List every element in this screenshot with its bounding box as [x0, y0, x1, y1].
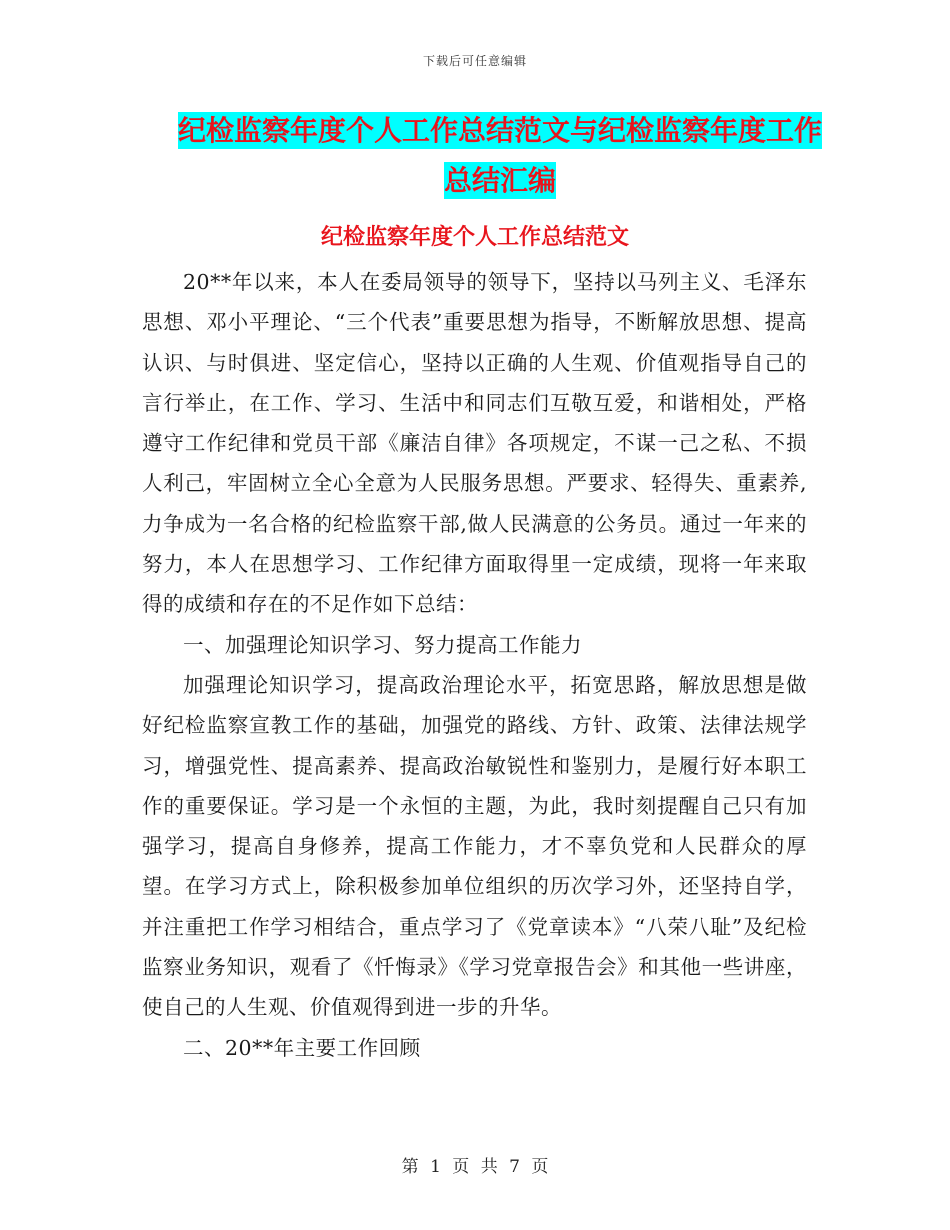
header-note: 下载后可任意编辑: [422, 54, 527, 68]
page-number: 第 1 页 共 7 页: [401, 1157, 549, 1177]
document-title-line2: 总结汇编: [443, 164, 556, 197]
document-title-line1: 纪检监察年度个人工作总结范文与纪检监察年度工作: [177, 114, 822, 147]
document-body: [142, 262, 807, 1068]
document-title: [120, 106, 880, 206]
paragraph-intro: 20**年以来，本人在委局领导的领导下，坚持以马列主义、毛泽东思想、邓小平理论、“三个代表”重要思想为指导，不断解放思想、提高认识、与时俱进、坚定信心，坚持以正确的人生观、价值观指导自己的言行举止，在工作、学习、生活中和同志们互敬互爱，和谐相处，严格遵守工作纪律和党员干部《廉洁自律》各项规定，不谋一己之私、不损人利己，牢固树立全心全意为人民服务思想。严要求、轻得失、重素养,力争成为一名合格的纪检监察干部,做人民满意的公务员。通过一年来的努力，本人在思想学习、工作纪律方面取得里一定成绩，现将一年来取得的成绩和存在的不足作如下总结：: [142, 270, 807, 617]
section-title: 纪检监察年度个人工作总结范文: [320, 225, 629, 250]
heading-section-1: 一、加强理论知识学习、努力提高工作能力: [183, 632, 582, 657]
paragraph-section-1: 加强理论知识学习，提高政治理论水平，拓宽思路，解放思想是做好纪检监察宣教工作的基础，加强党的路线、方针、政策、法律法规学习，增强党性、提高素养、提高政治敏锐性和鉴别力，是履行好本职工作的重要保证。学习是一个永恒的主题，为此，我时刻提醒自己只有加强学习，提高自身修养，提高工作能力，才不辜负党和人民群众的厚望。在学习方式上，除积极参加单位组织的历次学习外，还坚持自学，并注重把工作学习相结合，重点学习了《党章读本》“八荣八耻”及纪检监察业务知识，观看了《忏悔录》《学习党章报告会》和其他一些讲座，使自己的人生观、价值观得到进一步的升华。: [142, 672, 807, 1020]
heading-section-2: 二、20**年主要工作回顾: [183, 1035, 421, 1060]
